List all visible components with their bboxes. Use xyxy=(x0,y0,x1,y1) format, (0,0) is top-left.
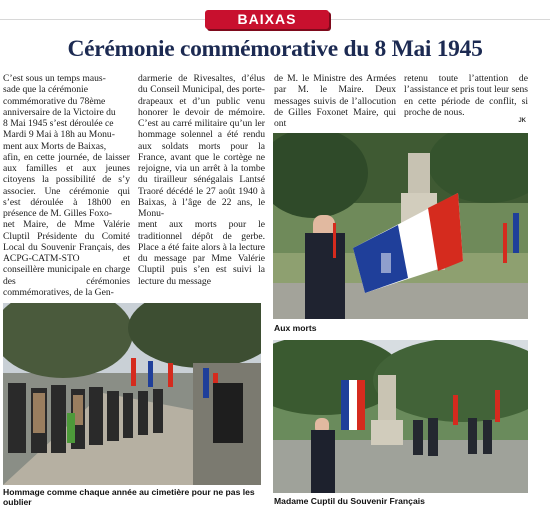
section-header xyxy=(0,10,550,30)
article-headline: Cérémonie commémorative du 8 Mai 1945 xyxy=(67,36,483,62)
photo-caption-speaker: Madame Cuptil du Souvenir Français xyxy=(274,496,425,506)
author-initials: JK xyxy=(518,118,526,124)
photo-caption-aux-morts: Aux morts xyxy=(274,323,317,333)
article-column-4: retenu toute l’attention de l’assistance et pris tout leur sens en cette période de conflit, si proche de nous. xyxy=(404,73,528,118)
article-column-3: de M. le Ministre des Armées par M. le Maire. Deux messages suivis de l’allocution de Gilles Foxonet Maire, qui ont xyxy=(274,73,396,129)
section-tag: BAIXAS xyxy=(205,10,329,29)
photo-aux-morts xyxy=(273,133,528,319)
article-column-2: darmerie de Rivesaltes, d’élus du Conseil Municipal, des porte-drapeaux et d’un public venu honorer le devoir de mémoire. C’est au carré militaire qu’un ler hommage solennel a été rendu aux soldats morts pour la France, avant que le cortège ne rejoigne, via un arrêt à la tombe du tirailleur sénégalais Lantsé Traoré décédé le 27 août 1940 à Baixas, à l’âge de 22 ans, le Monu- ment aux morts pour le traditionnel dépôt de gerbe. Place a été faite alors à la lecture du message par Mme Valérie Cluptil puis s’en est suivi la lecture du message xyxy=(138,73,265,287)
photo-speaker xyxy=(273,340,528,493)
photo-cemetery-gathering xyxy=(3,303,261,485)
photo-caption-cemetery: Hommage comme chaque année au cimetière pour ne pas les oublier xyxy=(3,487,255,508)
article-column-1: C’est sous un temps maus- sade que la cérémonie commémorative du 78ème anniversaire de la Victoire du 8 Mai 1945 s’est déroulée ce Mardi 9 Mai à 18h au Monu- ment aux Morts de Baixas, afin, en cette journée, de laisser aux familles et aux jeunes citoyens la possibilité de s’y associer. Une cérémonie qui s’est déroulée à 18h00 en présence de M. Gilles Foxo- net Maire, de Mme Valérie Cluptil Présidente du Comité Local du Souvenir Français, des ACPG-CATM-STO et conseillère municipale en charge des cérémonies commémoratives, de la Gen- xyxy=(3,73,130,298)
